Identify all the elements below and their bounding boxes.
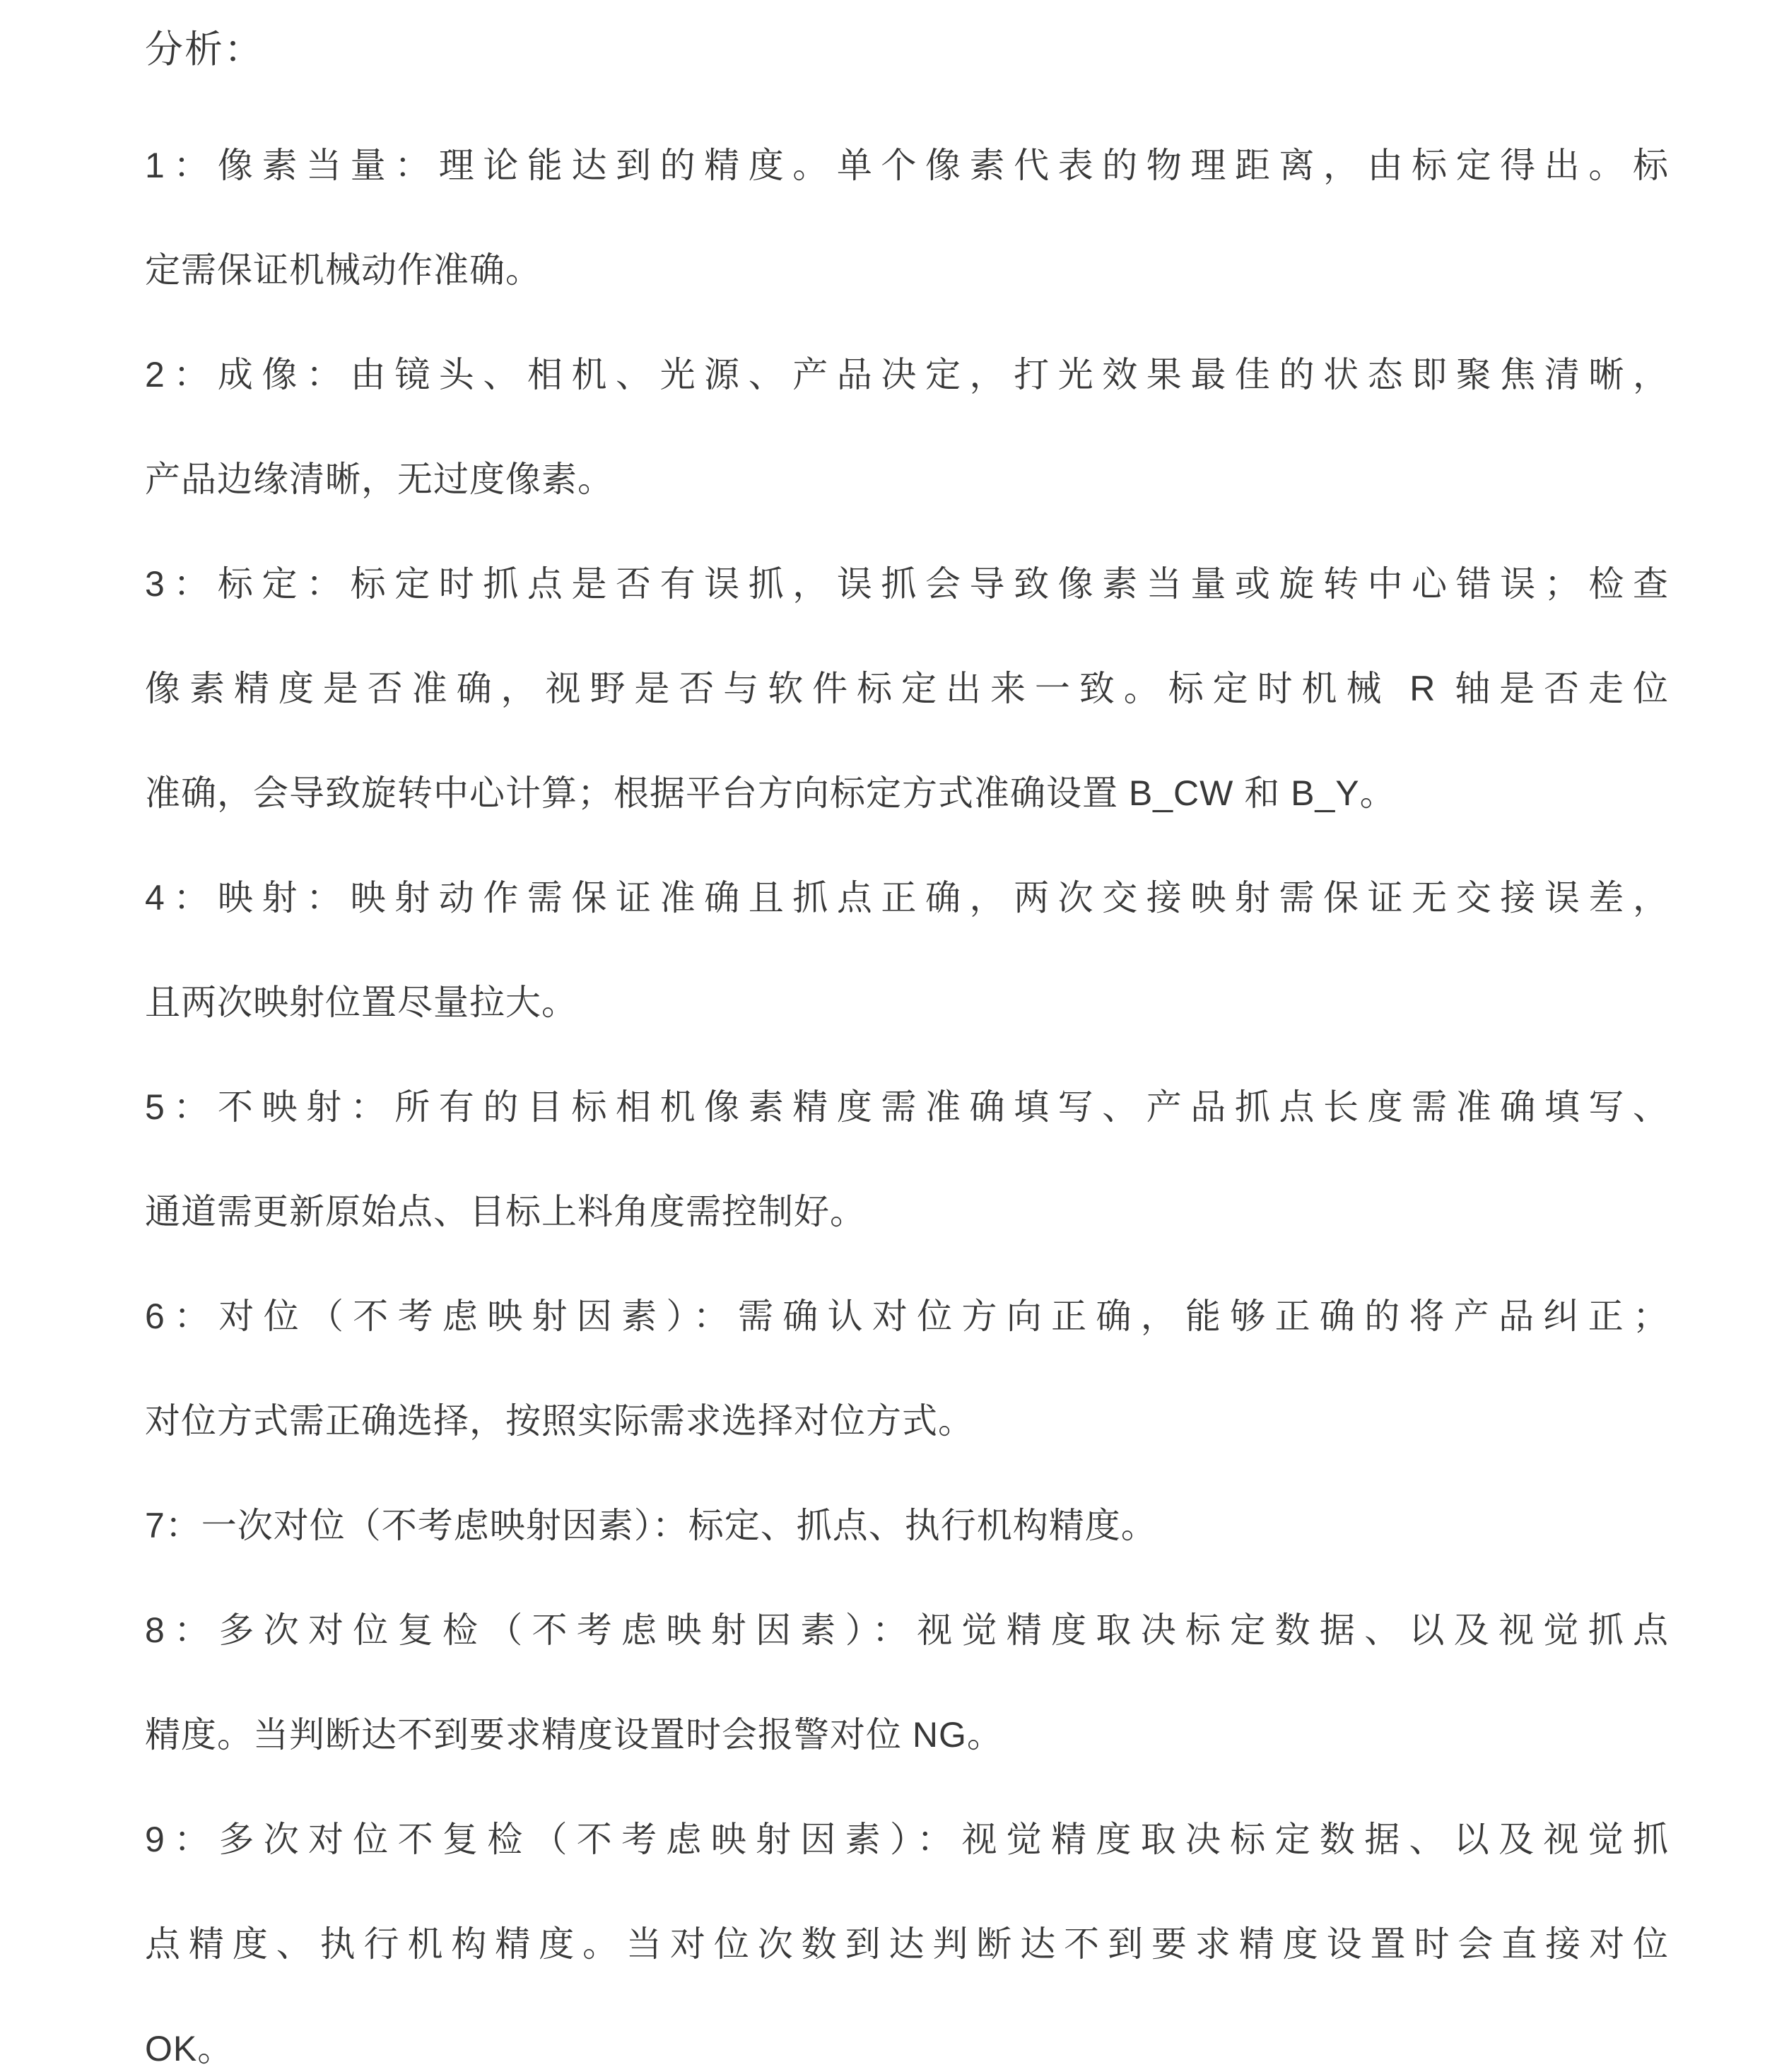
paragraph xyxy=(145,113,1669,322)
paragraph xyxy=(145,1473,1669,1578)
text-line: 6：对位（不考虑映射因素）：需确认对位方向正确，能够正确的将产品纠正； xyxy=(145,1297,1669,1336)
text-line: 5：不映射：所有的目标相机像素精度需准确填写、产品抓点长度需准确填写、 xyxy=(145,1087,1669,1127)
paragraph xyxy=(145,1264,1669,1473)
paragraph xyxy=(145,1578,1669,1787)
text-line: 精度。当判断达不到要求精度设置时会报警对位 NG。 xyxy=(145,1715,1003,1755)
paragraph xyxy=(145,845,1669,1055)
text-line: 通道需更新原始点、目标上料角度需控制好。 xyxy=(145,1192,866,1231)
text-line: 2：成像：由镜头、相机、光源、产品决定，打光效果最佳的状态即聚焦清晰， xyxy=(145,355,1669,394)
paragraph xyxy=(145,1055,1669,1264)
text-line: 定需保证机械动作准确。 xyxy=(145,250,541,290)
text-line: 1：像素当量：理论能达到的精度。单个像素代表的物理距离，由标定得出。标 xyxy=(145,146,1669,185)
paragraph xyxy=(145,532,1669,845)
text-line: OK。 xyxy=(145,2029,234,2068)
text-line: 3：标定：标定时抓点是否有误抓，误抓会导致像素当量或旋转中心错误；检查 xyxy=(145,564,1669,604)
text-line: 8：多次对位复检（不考虑映射因素）：视觉精度取决标定数据、以及视觉抓点 xyxy=(145,1610,1669,1650)
text-line: 4：映射：映射动作需保证准确且抓点正确，两次交接映射需保证无交接误差， xyxy=(145,878,1669,918)
text-line: 对位方式需正确选择，按照实际需求选择对位方式。 xyxy=(145,1401,974,1441)
text-line: 产品边缘清晰，无过度像素。 xyxy=(145,460,614,499)
page-title: 分析： xyxy=(145,28,264,71)
text-line: 且两次映射位置尽量拉大。 xyxy=(145,983,577,1022)
text-line: 像素精度是否准确，视野是否与软件标定出来一致。标定时机械 R 轴是否走位 xyxy=(145,669,1669,708)
text-line: 9：多次对位不复检（不考虑映射因素）：视觉精度取决标定数据、以及视觉抓 xyxy=(145,1820,1669,1859)
text-line: 准确，会导致旋转中心计算；根据平台方向标定方式准确设置 B_CW 和 B_Y。 xyxy=(145,773,1396,813)
paragraph xyxy=(145,322,1669,532)
text-line: 点精度、执行机构精度。当对位次数到达判断达不到要求精度设置时会直接对位 xyxy=(145,1924,1669,1964)
document-body xyxy=(145,113,1669,2072)
paragraph xyxy=(145,1787,1669,2072)
text-line: 7：一次对位（不考虑映射因素）：标定、抓点、执行机构精度。 xyxy=(145,1506,1157,1545)
